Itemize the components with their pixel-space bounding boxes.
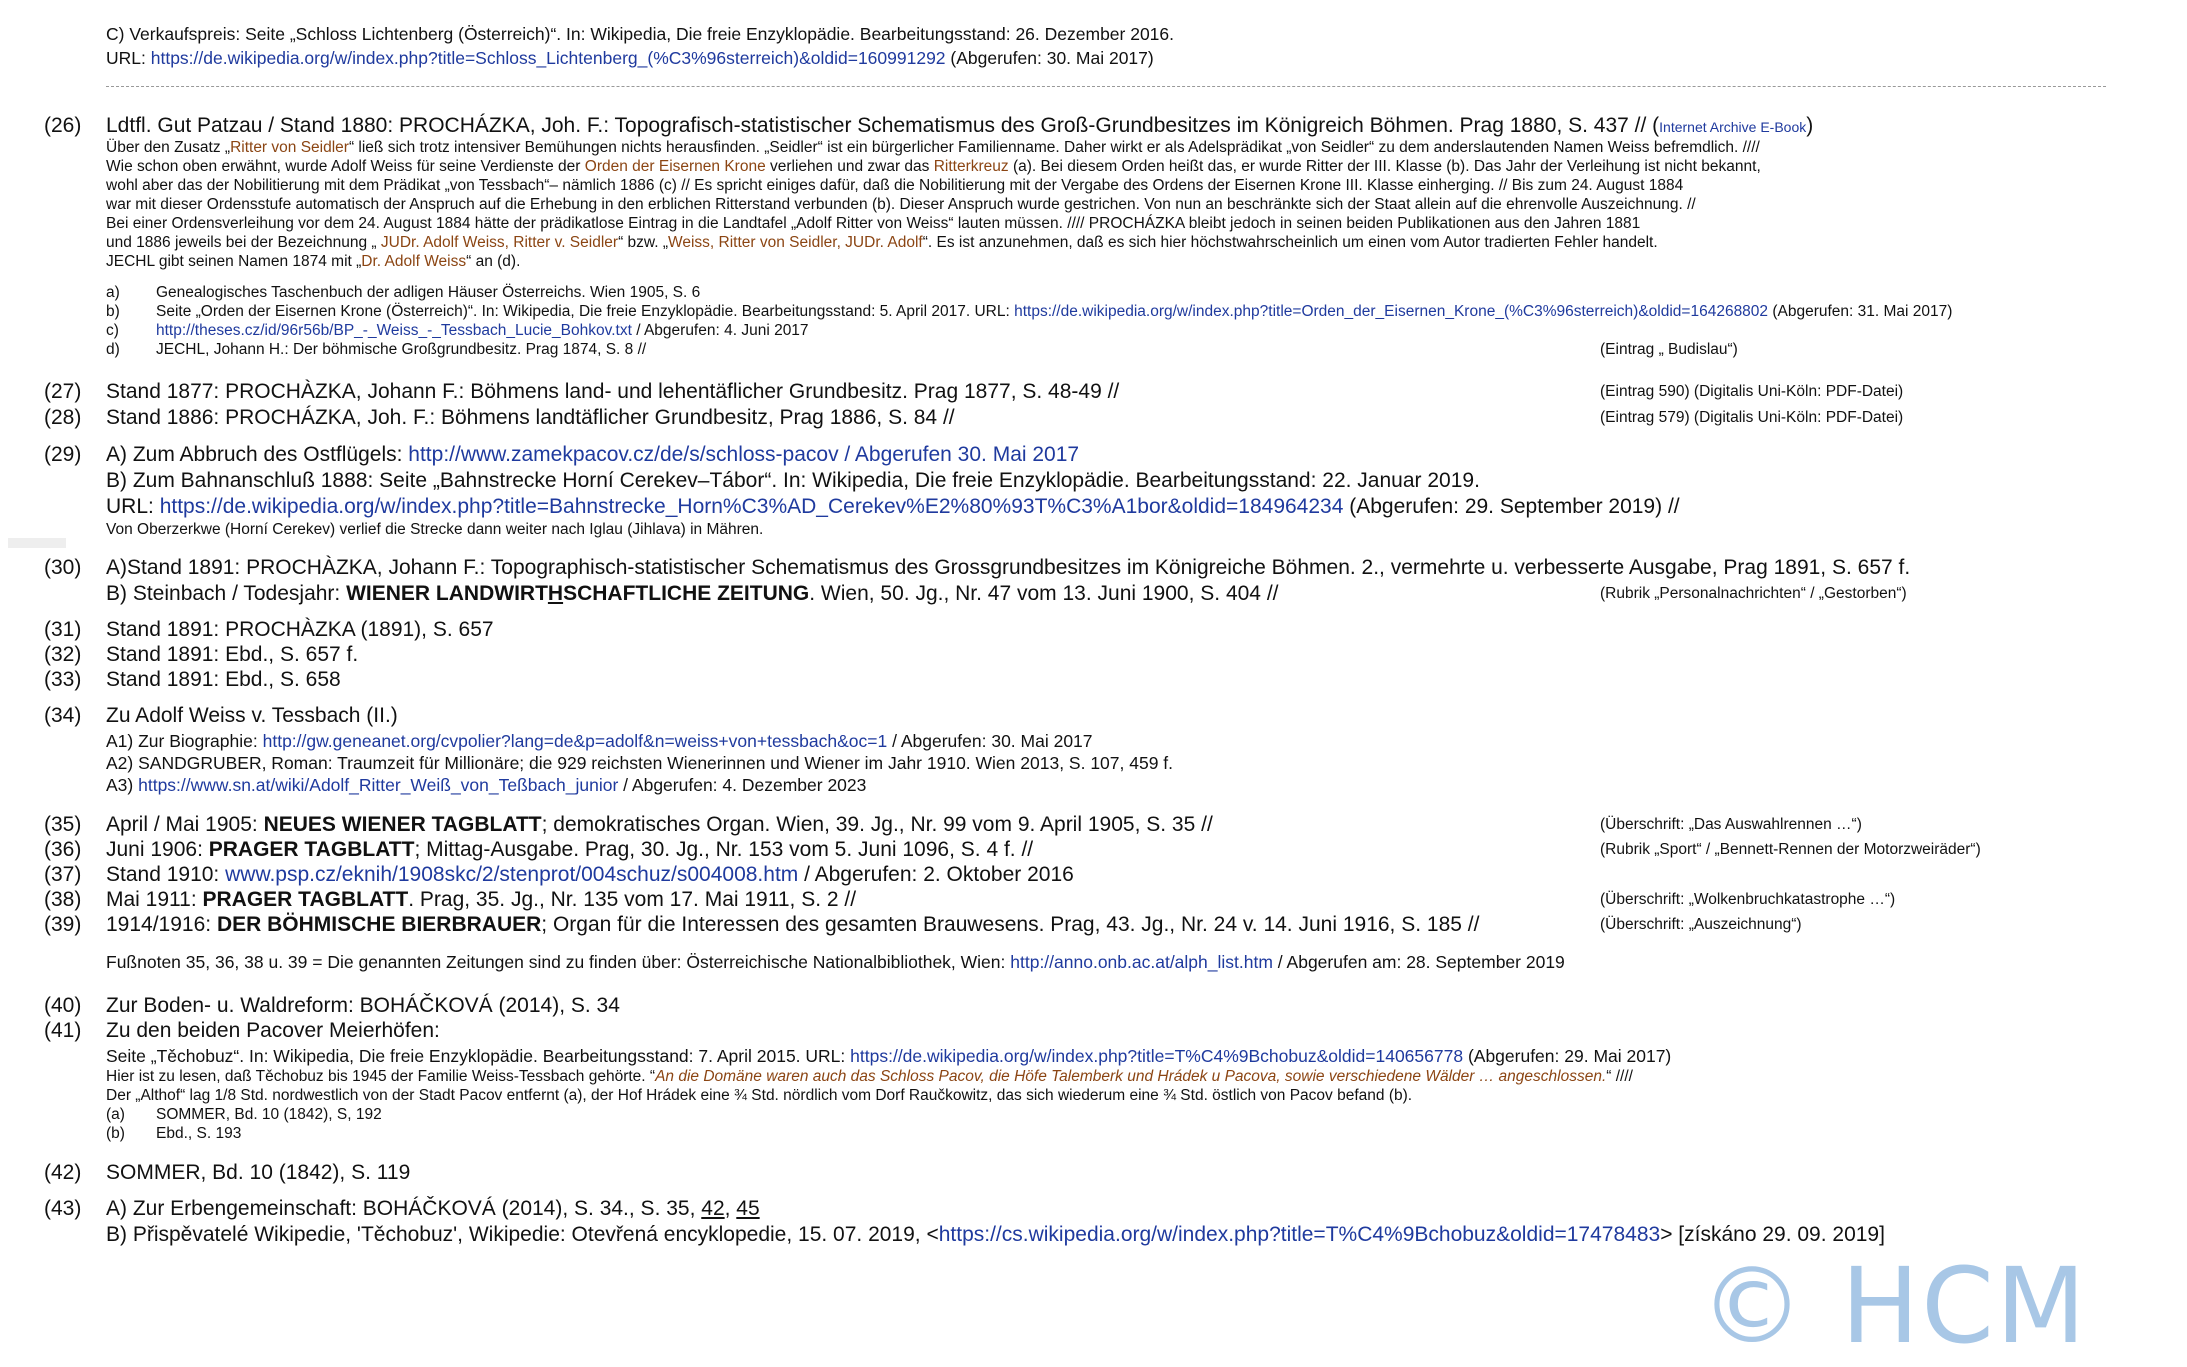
note-number: (34) [44,704,82,727]
newspaper-title: PRAGER TAGBLATT [208,838,415,861]
text: Seite „Těchobuz“. In: Wikipedia, Die freie Enzyklopädie. Bearbeitungsstand: 7. April 2015. URL: [106,1046,851,1066]
note-number: (42) [44,1161,82,1184]
footnote-a: Genealogisches Taschenbuch der adligen Häuser Österreichs. Wien 1905, S. 6 [156,284,701,301]
note-number: (29) [44,443,82,466]
note-43-a [106,1197,760,1221]
note-27-right: (Eintrag 590) (Digitalis Uni-Köln: PDF-Datei) [1600,383,1904,400]
note-28: Stand 1886: PROCHÁZKA, Joh. F.: Böhmens landtäflicher Grundbesitz, Prag 1886, S. 84 // [106,406,955,429]
note-35-right: (Überschrift: „Das Auswahlrennen …“) [1600,816,1862,833]
page-ref: 45 [736,1197,760,1220]
footnote-newspapers [106,952,1565,972]
note-41-line-2 [106,1068,1633,1086]
text: Wie schon oben erwähnt, wurde Adolf Weiss für seine Verdienste der [106,158,585,175]
note-35 [106,813,1213,837]
text: / Abgerufen am: 28. September 2019 [1272,952,1565,972]
anno-link[interactable]: http://anno.onb.ac.at/alph_list.htm [1010,952,1273,972]
text: Stand 1910: [106,863,226,886]
note-38 [106,888,856,912]
newspaper-title: DER BÖHMISCHE BIERBRAUER [216,913,542,936]
note-number: (41) [44,1019,82,1042]
note-41-head: Zu den beiden Pacover Meierhöfen: [106,1019,440,1042]
text: “ an (d). [466,253,521,270]
text: Mai 1911: [106,888,203,911]
note-36-right: (Rubrik „Sport“ / „Bennett-Rennen der Motorzweiräder“) [1600,841,1981,858]
text: ; Mittag-Ausgabe. Prag, 30. Jg., Nr. 153 vom 5. Juni 1096, S. 4 f. // [414,838,1034,861]
copyright-watermark: © HCM [1700,1245,2088,1367]
note-27: Stand 1877: PROCHÀZKA, Johann F.: Böhmens land- und lehentäflicher Grundbesitz. Prag 1877, S. 48-49 // [106,380,1120,403]
note-number: (39) [44,913,82,936]
note-26-line-3: wohl aber das der Nobilitierung mit dem Prädikat „von Tessbach“– nämlich 1886 (c) // Es spricht einiges dafür, daß die Nobilitierung mit der Vergabe des Ordens der Eisernen Krone III. Klasse einherging. // Bis zum 24. August 1884 [106,177,1684,194]
scan-mark [8,538,66,548]
text: B) Přispěvatelé Wikipedie, 'Těchobuz', Wikipedie: Otevřená encyklopedie, 15. 07. 2019, < [106,1223,939,1246]
note-26-line-4: war mit dieser Ordensstufe automatisch der Anspruch auf die Erhebung in den erblichen Ritterstand verbunden (b). Dieser Anspruch wurde gestrichen. Von nun an beschränkte sich der Staat allein auf die ehrenvolle Auszeichnung. // [106,196,1696,213]
note-31: Stand 1891: PROCHÀZKA (1891), S. 657 [106,618,494,641]
highlight: Weiss, Ritter von Seidler, JUDr. Adolf [668,234,923,251]
note-30-b [106,582,1278,606]
note-41-line-1 [106,1046,1671,1066]
note-29-b: B) Zum Bahnanschluß 1888: Seite „Bahnstrecke Horní Cerekev–Tábor“. In: Wikipedia, Die freie Enzyklopädie. Bearbeitungsstand: 22. Januar 2019. [106,469,1480,492]
note-33: Stand 1891: Ebd., S. 658 [106,668,341,691]
note-number: (37) [44,863,82,886]
note-36 [106,838,1033,862]
newspaper-title: PRAGER TAGBLATT [202,888,409,911]
note-number: (31) [44,618,82,641]
note-41-fa: SOMMER, Bd. 10 (1842), S, 192 [156,1106,382,1123]
ritterkreuz-link[interactable]: Ritterkreuz [933,158,1009,175]
note-number: (26) [44,114,82,137]
page-ref: 42 [701,1197,725,1220]
note-38-right: (Überschrift: „Wolkenbruchkatastrophe …“) [1600,891,1896,908]
text: Fußnoten 35, 36, 38 u. 39 = Die genannten Zeitungen sind zu finden über: Österreichische Nationalbibliothek, Wien: [106,952,1011,972]
text: JECHL gibt seinen Namen 1874 mit „ [106,253,362,270]
note-37 [106,863,1074,887]
text: “ bzw. „ [618,234,669,251]
note-26-line-1 [106,139,1760,157]
note-number: (30) [44,556,82,579]
top-line-2 [106,48,1154,68]
newspaper-title: WIENER LANDWIRT [346,582,548,605]
note-30-right: (Rubrik „Personalnachrichten“ / „Gestorben“) [1600,585,1907,602]
note-43-b [106,1223,1885,1247]
text: (Abgerufen: 31. Mai 2017) [1768,303,1953,320]
note-number: (43) [44,1197,82,1220]
wikipedia-link[interactable]: https://de.wikipedia.org/w/index.php?title=Bahnstrecke_Horn%C3%AD_Cerekev%E2%80%93T%C3%A1bor&oldid=184964234 [159,495,1344,518]
text: / Abgerufen: 4. Dezember 2023 [618,775,867,795]
note-number: (32) [44,643,82,666]
geneanet-link[interactable]: http://gw.geneanet.org/cvpolier?lang=de&p=adolf&n=weiss+von+tessbach&oc=1 [262,731,888,751]
note-41-line-3: Der „Althof“ lag 1/8 Std. nordwestlich von der Stadt Pacov entfernt (a), der Hof Hrádek eine ¾ Std. nördlich vom Dorf Raučkowitz, das sich wiederum eine ¾ Std. östlich von Pacov befand (b). [106,1087,1413,1104]
text: Über den Zusatz „ [106,139,231,156]
note-number: (33) [44,668,82,691]
note-34-a3 [106,775,866,795]
top-line-1 [106,24,1174,44]
note-26-line-7 [106,253,520,271]
wikipedia-link[interactable]: https://de.wikipedia.org/w/index.php?title=Orden_der_Eisernen_Krone_(%C3%96sterreich)&oldid=164268802 [1014,303,1769,320]
text: “. Es ist anzunehmen, daß es sich hier höchstwahrscheinlich um einen vom Autor tradierten Fehler handelt. [922,234,1658,251]
note-30-a: A)Stand 1891: PROCHÀZKA, Johann F.: Topographisch-statistischer Schematismus des Grossgrundbesitzes im Königreiche Böhmen. 2., vermehrte u. verbesserte Ausgabe, Prag 1891, S. 657 f. [106,556,1911,579]
text: “ ließ sich trotz intensiver Bemühungen nichts herausfinden. „Seidler“ ist ein bürgerlicher Familienname. Daher wirkt er als Adelsprädikat „von Seidler“ zu dem anderslautenden Namen Weiss befremdlich. //// [348,139,1760,156]
footnote-key: a) [106,284,120,301]
text: “ //// [1606,1068,1633,1085]
footnote-key: (b) [106,1125,125,1142]
text: A3) [106,775,139,795]
footnote-key: b) [106,303,120,320]
note-29-c [106,495,1680,519]
note-text: Ldtfl. Gut Patzau / Stand 1880: PROCHÁZKA, Joh. F.: Topografisch-statistischer Schematismus des Groß-Grundbesitzes im Königreich Böhmen. Prag 1880, S. 437 // ( [106,114,1660,137]
order-link[interactable]: Orden der Eisernen Krone [584,158,766,175]
text: (a). Bei diesem Orden heißt das, er wurde Ritter der III. Klasse (b). Das Jahr der Verleihung ist nicht bekannt, [1008,158,1761,175]
note-32: Stand 1891: Ebd., S. 657 f. [106,643,359,666]
footnote-key: d) [106,341,120,358]
note-34-a1 [106,731,1093,751]
theses-link[interactable]: http://theses.cz/id/96r56b/BP_-_Weiss_-_Tessbach_Lucie_Bohkov.txt [156,322,632,339]
note-26-head [106,114,1813,138]
note-34-a2: A2) SANDGRUBER, Roman: Traumzeit für Millionäre; die 929 reichsten Wienerinnen und Wiener im Jahr 1910. Wien 2013, S. 107, 459 f. [106,753,1174,773]
text: > [získáno 29. 09. 2019] [1660,1223,1885,1246]
text: . Prag, 35. Jg., Nr. 135 vom 17. Mai 1911, S. 2 // [408,888,857,911]
note-28-right: (Eintrag 579) (Digitalis Uni-Köln: PDF-Datei) [1600,409,1904,426]
text: Seite „Orden der Eisernen Krone (Österreich)“. In: Wikipedia, Die freie Enzyklopädie. Bearbeitungsstand: 5. April 2017. URL: [156,303,1015,320]
text: 1914/1916: [106,913,217,936]
text: und 1886 jeweils bei der Bezeichnung „ [106,234,381,251]
text: (Abgerufen: 29. Mai 2017) [1463,1046,1672,1066]
note-number: (38) [44,888,82,911]
highlight: JUDr. Adolf Weiss, Ritter v. Seidler [380,234,619,251]
note-34-head: Zu Adolf Weiss v. Tessbach (II.) [106,704,398,727]
text: Hier ist zu lesen, daß Těchobuz bis 1945 der Familie Weiss-Tessbach gehörte. “ [106,1068,656,1085]
newspaper-title: SCHAFTLICHE ZEITUNG [563,582,810,605]
text: ; demokratisches Organ. Wien, 39. Jg., Nr. 99 vom 9. April 1905, S. 35 // [541,813,1213,836]
top-text: C) Verkaufspreis: Seite „Schloss Lichtenberg (Österreich)“. In: Wikipedia, Die freie Enzyklopädie. Bearbeitungsstand: 26. Dezember 2016. [106,24,1175,44]
note-number: (40) [44,994,82,1017]
psp-link[interactable]: www.psp.cz/eknih/1908skc/2/stenprot/004schuz/s004008.htm [225,863,799,886]
newspaper-title: NEUES WIENER TAGBLATT [263,813,542,836]
text: April / Mai 1905: [106,813,264,836]
note-42: SOMMER, Bd. 10 (1842), S. 119 [106,1161,411,1184]
text: URL: [106,495,160,518]
text: / Abgerufen: 30. Mai 2017 [887,731,1093,751]
text: A1) Zur Biographie: [106,731,263,751]
text: (Abgerufen: 29. September 2019) // [1343,495,1680,518]
note-text: ) [1806,114,1814,137]
footnote-key: c) [106,322,119,339]
text: Juni 1906: [106,838,209,861]
note-29-a [106,443,1079,467]
note-41-fb: Ebd., S. 193 [156,1125,242,1142]
note-number: (28) [44,406,82,429]
quote: An die Domäne waren auch das Schloss Pacov, die Höfe Talemberk und Hrádek u Pacova, sowie verschiedene Wälder … angeschlossen. [655,1068,1607,1085]
note-26-line-5: Bei einer Ordensverleihung vor dem 24. August 1884 hätte der prädikatlose Eintrag in die Landtafel „Adolf Ritter von Weiss“ lauten müssen. //// PROCHÁZKA bleibt jedoch in seinen beiden Publikationen aus den Jahren 1881 [106,215,1641,232]
zamek-link[interactable]: http://www.zamekpacov.cz/de/s/schloss-pacov / Abgerufen 30. Mai 2017 [408,443,1080,466]
text: ; Organ für die Interessen des gesamten Brauwesens. Prag, 43. Jg., Nr. 24 v. 14. Juni 1916, S. 185 // [541,913,1480,936]
text: / Abgerufen: 2. Oktober 2016 [798,863,1074,886]
text: A) Zum Abbruch des Ostflügels: [106,443,409,466]
footnote-b [156,303,1952,321]
wikipedia-link[interactable]: https://de.wikipedia.org/w/index.php?title=Schloss_Lichtenberg_(%C3%96sterreich)&oldid=160991292 [150,48,946,68]
note-29-d: Von Oberzerkwe (Horní Cerekev) verlief die Strecke dann weiter nach Iglau (Jihlava) in Mähren. [106,521,764,538]
cs-wikipedia-link[interactable]: https://cs.wikipedia.org/w/index.php?title=T%C4%9Bchobuz&oldid=17478483 [938,1223,1661,1246]
note-number: (27) [44,380,82,403]
note-40: Zur Boden- u. Waldreform: BOHÁČKOVÁ (2014), S. 34 [106,994,620,1017]
url-label: URL: [106,48,151,68]
text: . Wien, 50. Jg., Nr. 47 vom 13. Juni 1900, S. 404 // [809,582,1279,605]
highlight: Ritter von Seidler [230,139,349,156]
text: verliehen und zwar das [765,158,934,175]
archive-link[interactable]: Internet Archive E-Book [1659,119,1807,135]
note-39-right: (Überschrift: „Auszeichnung“) [1600,916,1802,933]
highlight: Dr. Adolf Weiss [361,253,467,270]
text: / Abgerufen: 4. Juni 2017 [631,322,809,339]
separator-line [106,86,2106,87]
note-26-line-6 [106,234,1658,252]
footnote-key: (a) [106,1106,125,1123]
note-39 [106,913,1479,937]
footnote-d-right: (Eintrag „ Budislau“) [1600,341,1738,358]
text: , [724,1197,737,1220]
note-26-line-2 [106,158,1761,176]
retrieved-text: (Abgerufen: 30. Mai 2017) [945,48,1154,68]
text: B) Steinbach / Todesjahr: [106,582,347,605]
salzburgwiki-link[interactable]: https://www.sn.at/wiki/Adolf_Ritter_Weiß_von_Teßbach_junior [138,775,619,795]
note-number: (35) [44,813,82,836]
text: A) Zur Erbengemeinschaft: BOHÁČKOVÁ (2014), S. 34., S. 35, [106,1197,702,1220]
newspaper-title: H [547,582,564,605]
footnote-d: JECHL, Johann H.: Der böhmische Großgrundbesitz. Prag 1874, S. 8 // [156,341,647,358]
footnote-c [156,322,809,340]
note-number: (36) [44,838,82,861]
wikipedia-link[interactable]: https://de.wikipedia.org/w/index.php?title=T%C4%9Bchobuz&oldid=140656778 [850,1046,1464,1066]
